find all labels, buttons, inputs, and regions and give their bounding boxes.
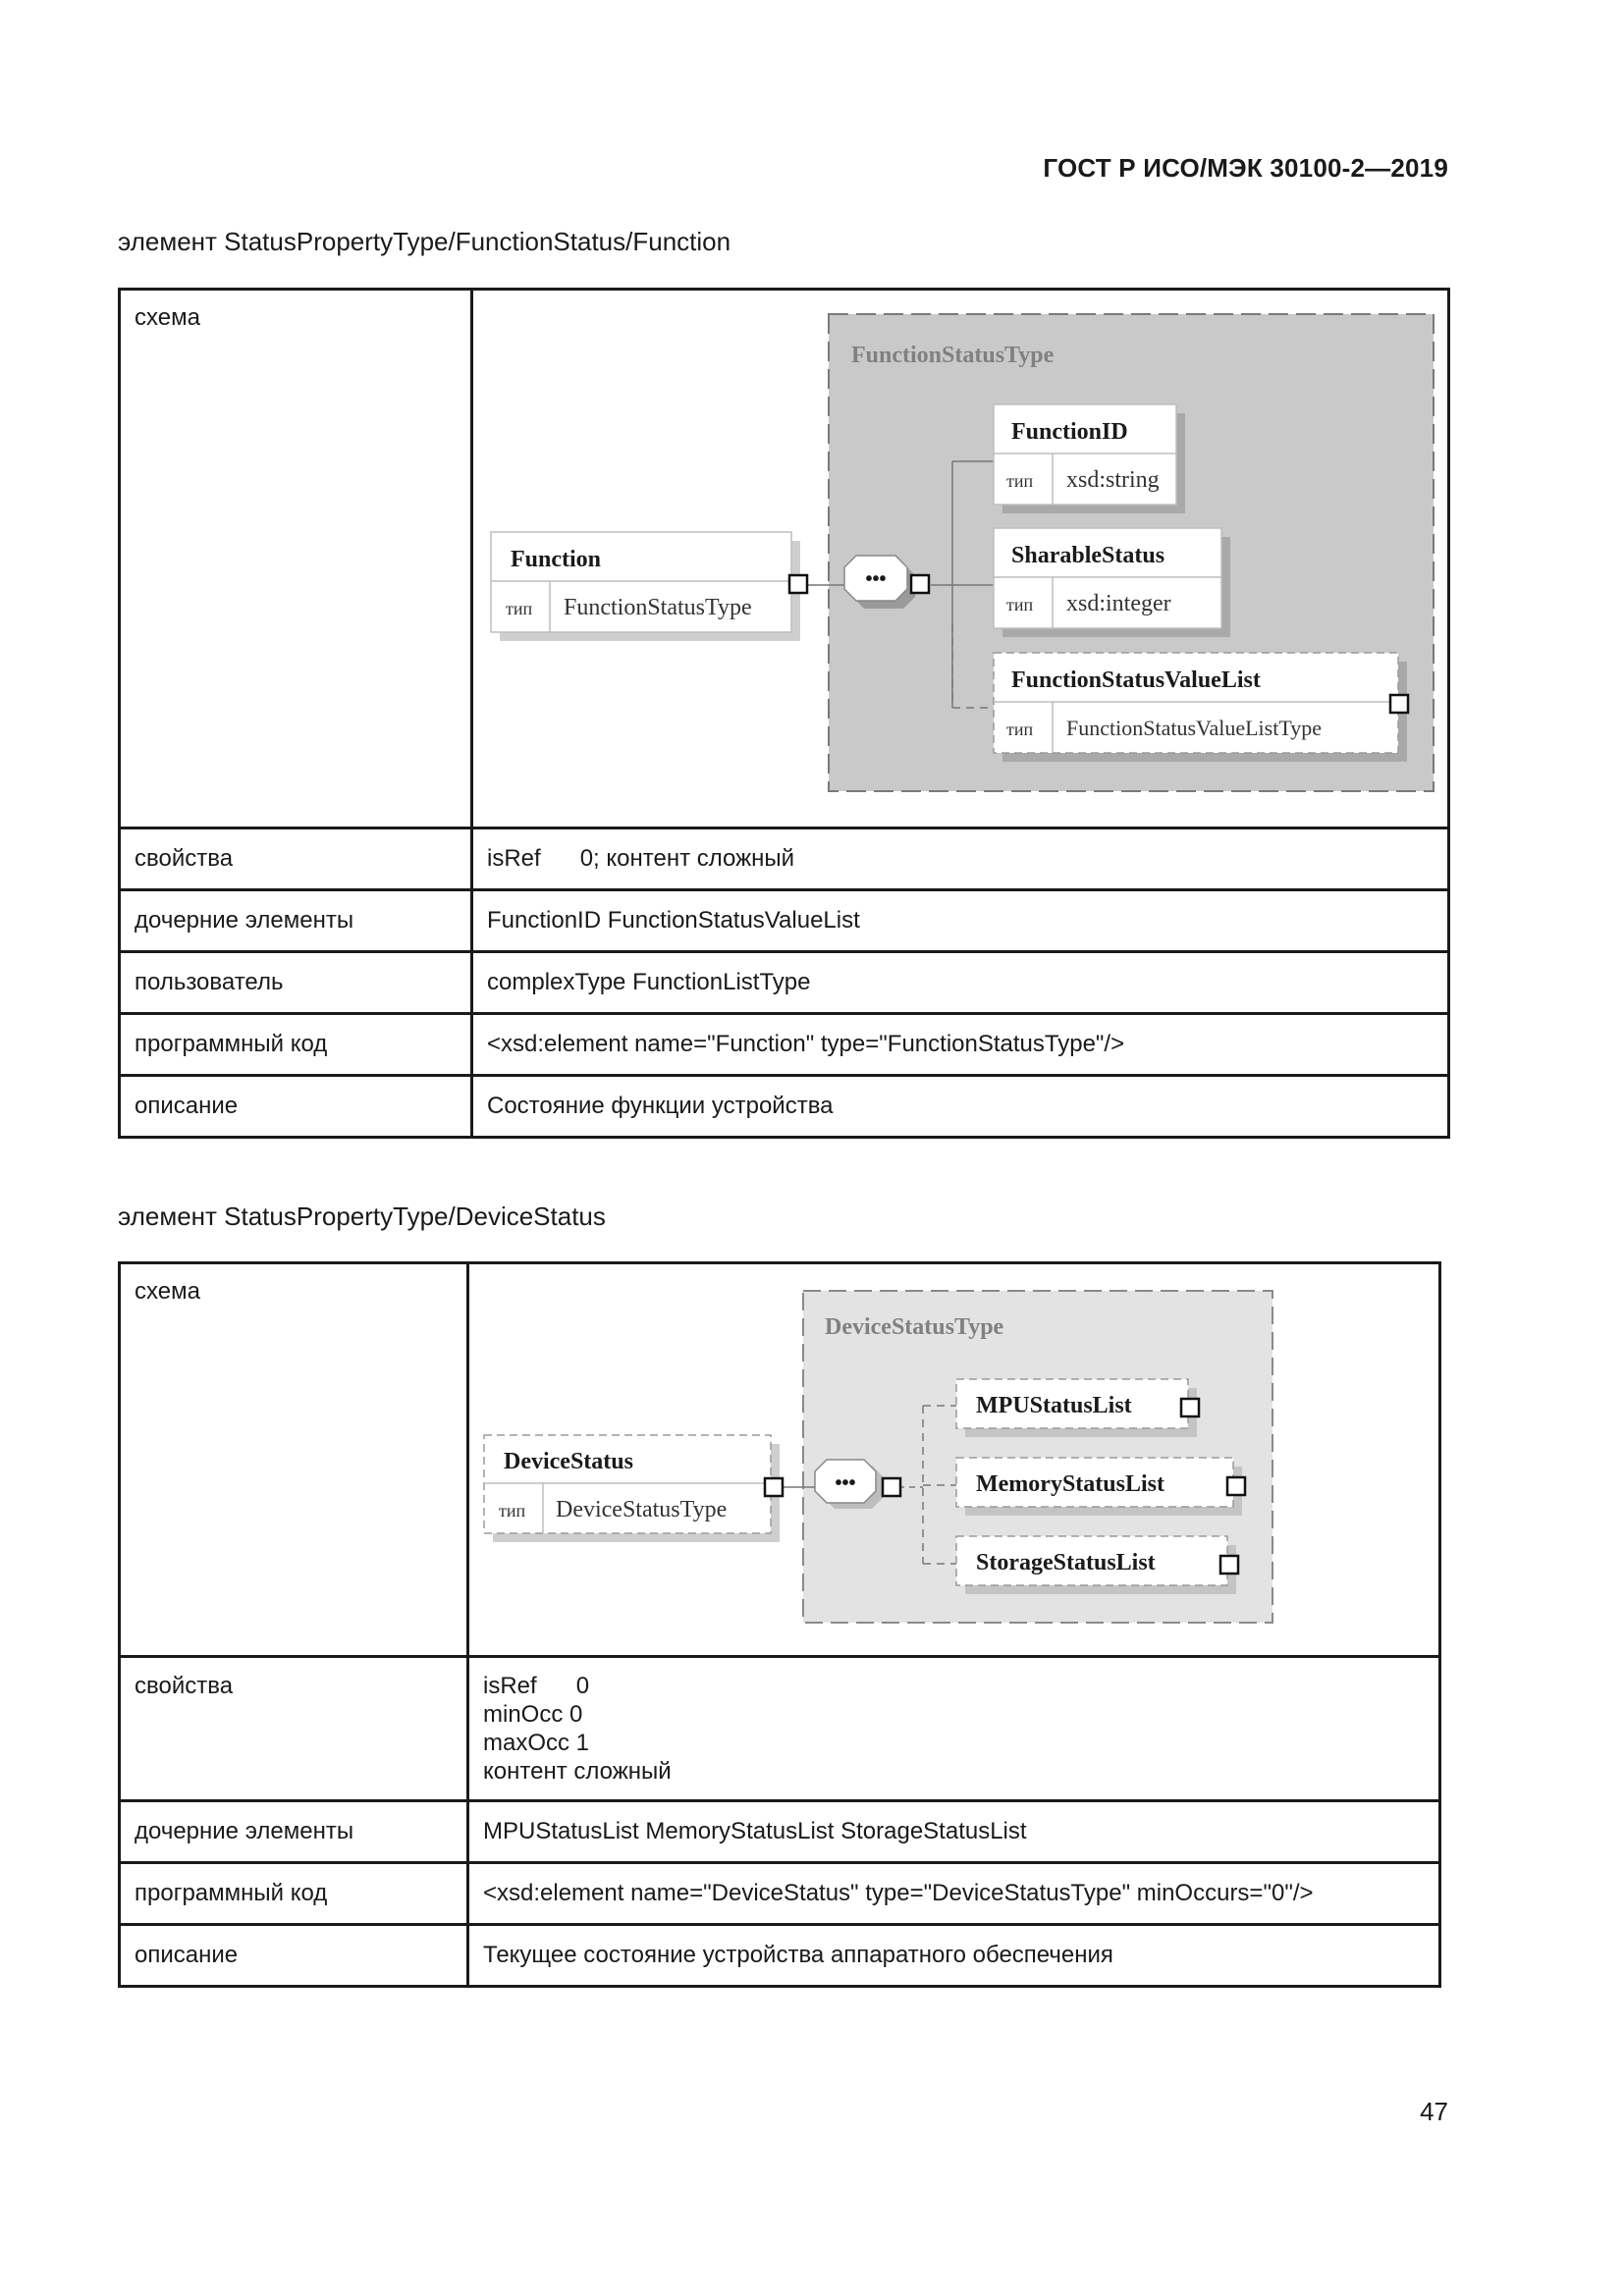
- sequence-compositor: [815, 1460, 884, 1509]
- function-spec-table: [118, 288, 1450, 1139]
- group-title: DeviceStatusType: [825, 1314, 1004, 1340]
- page-number: 47: [1420, 2097, 1448, 2126]
- expand-toggle-icon[interactable]: [765, 1478, 783, 1496]
- props-line-isref: isRef 0: [483, 1673, 590, 1699]
- children-value: FunctionID FunctionStatusValueList: [472, 890, 1449, 952]
- child-name: MPUStatusList: [976, 1393, 1132, 1418]
- desc-value: Состояние функции устройства: [472, 1076, 1449, 1138]
- child-name: FunctionStatusValueList: [1011, 667, 1261, 693]
- child-name: FunctionID: [1011, 419, 1128, 445]
- element-name: Function: [511, 547, 602, 572]
- expand-toggle-icon[interactable]: [789, 575, 807, 593]
- child-name: SharableStatus: [1011, 543, 1165, 568]
- child-mpu-status-list: [956, 1379, 1197, 1437]
- type-label: тип: [499, 1501, 526, 1521]
- schema-label: схема: [120, 1263, 468, 1657]
- device-status-spec-table: [118, 1261, 1441, 1988]
- child-function-id: [994, 404, 1185, 513]
- child-type: xsd:string: [1066, 467, 1160, 493]
- child-type-label: тип: [1006, 720, 1034, 739]
- child-function-status-value-list: [994, 653, 1407, 762]
- sequence-toggle-icon[interactable]: [911, 575, 929, 593]
- sequence-toggle-icon[interactable]: [883, 1478, 900, 1496]
- code-value: <xsd:element name="DeviceStatus" type="DeviceStatusType" minOccurs="0"/>: [468, 1863, 1440, 1925]
- desc-label: описание: [120, 1925, 468, 1987]
- children-label: дочерние элементы: [120, 1801, 468, 1863]
- user-label: пользователь: [120, 952, 472, 1014]
- props-line-minocc: minOcc 0: [483, 1701, 583, 1728]
- schema-diagram-cell: [468, 1263, 1440, 1657]
- props-value: [468, 1657, 1440, 1801]
- props-value: isRef 0; контент сложный: [472, 828, 1449, 890]
- type-label: тип: [506, 599, 533, 618]
- expand-toggle-icon[interactable]: [1227, 1477, 1245, 1495]
- element-type: FunctionStatusType: [564, 595, 752, 620]
- child-type: xsd:integer: [1066, 591, 1171, 616]
- group-title: FunctionStatusType: [851, 343, 1055, 368]
- schema-diagram-cell: [472, 290, 1449, 828]
- props-line-content: контент сложный: [483, 1758, 672, 1785]
- desc-value: Текущее состояние устройства аппаратного обеспечения: [468, 1925, 1440, 1987]
- element-name: DeviceStatus: [504, 1449, 633, 1474]
- child-sharable-status: [994, 528, 1230, 637]
- child-type-label: тип: [1006, 471, 1034, 491]
- props-line-maxocc: maxOcc 1: [483, 1730, 590, 1756]
- element-type: DeviceStatusType: [556, 1497, 728, 1522]
- section-title-function: элемент StatusPropertyType/FunctionStatus/Function: [118, 227, 731, 256]
- schema-label: схема: [120, 290, 472, 828]
- sequence-icon: •••: [865, 568, 887, 590]
- code-label: программный код: [120, 1014, 472, 1076]
- child-type: FunctionStatusValueListType: [1066, 716, 1322, 740]
- expand-toggle-icon[interactable]: [1181, 1399, 1199, 1416]
- child-memory-status-list: [956, 1458, 1242, 1516]
- props-label: свойства: [120, 828, 472, 890]
- section-title-device-status: элемент StatusPropertyType/DeviceStatus: [118, 1201, 606, 1231]
- function-schema-diagram: [473, 291, 1445, 813]
- expand-toggle-icon[interactable]: [1390, 695, 1408, 713]
- code-label: программный код: [120, 1863, 468, 1925]
- sequence-icon: •••: [835, 1472, 856, 1494]
- props-label: свойства: [120, 1657, 468, 1801]
- child-storage-status-list: [956, 1536, 1236, 1594]
- child-name: MemoryStatusList: [976, 1471, 1164, 1497]
- device-status-element-box: [484, 1435, 780, 1542]
- child-type-label: тип: [1006, 595, 1034, 614]
- expand-toggle-icon[interactable]: [1220, 1556, 1238, 1574]
- child-name: StorageStatusList: [976, 1550, 1156, 1575]
- children-value: MPUStatusList MemoryStatusList StorageStatusList: [468, 1801, 1440, 1863]
- children-label: дочерние элементы: [120, 890, 472, 952]
- user-value: complexType FunctionListType: [472, 952, 1449, 1014]
- standard-header: ГОСТ Р ИСО/МЭК 30100-2—2019: [1043, 153, 1448, 183]
- code-value: <xsd:element name="Function" type="FunctionStatusType"/>: [472, 1014, 1449, 1076]
- device-status-schema-diagram: [469, 1264, 1436, 1641]
- function-element-box: [491, 532, 800, 641]
- desc-label: описание: [120, 1076, 472, 1138]
